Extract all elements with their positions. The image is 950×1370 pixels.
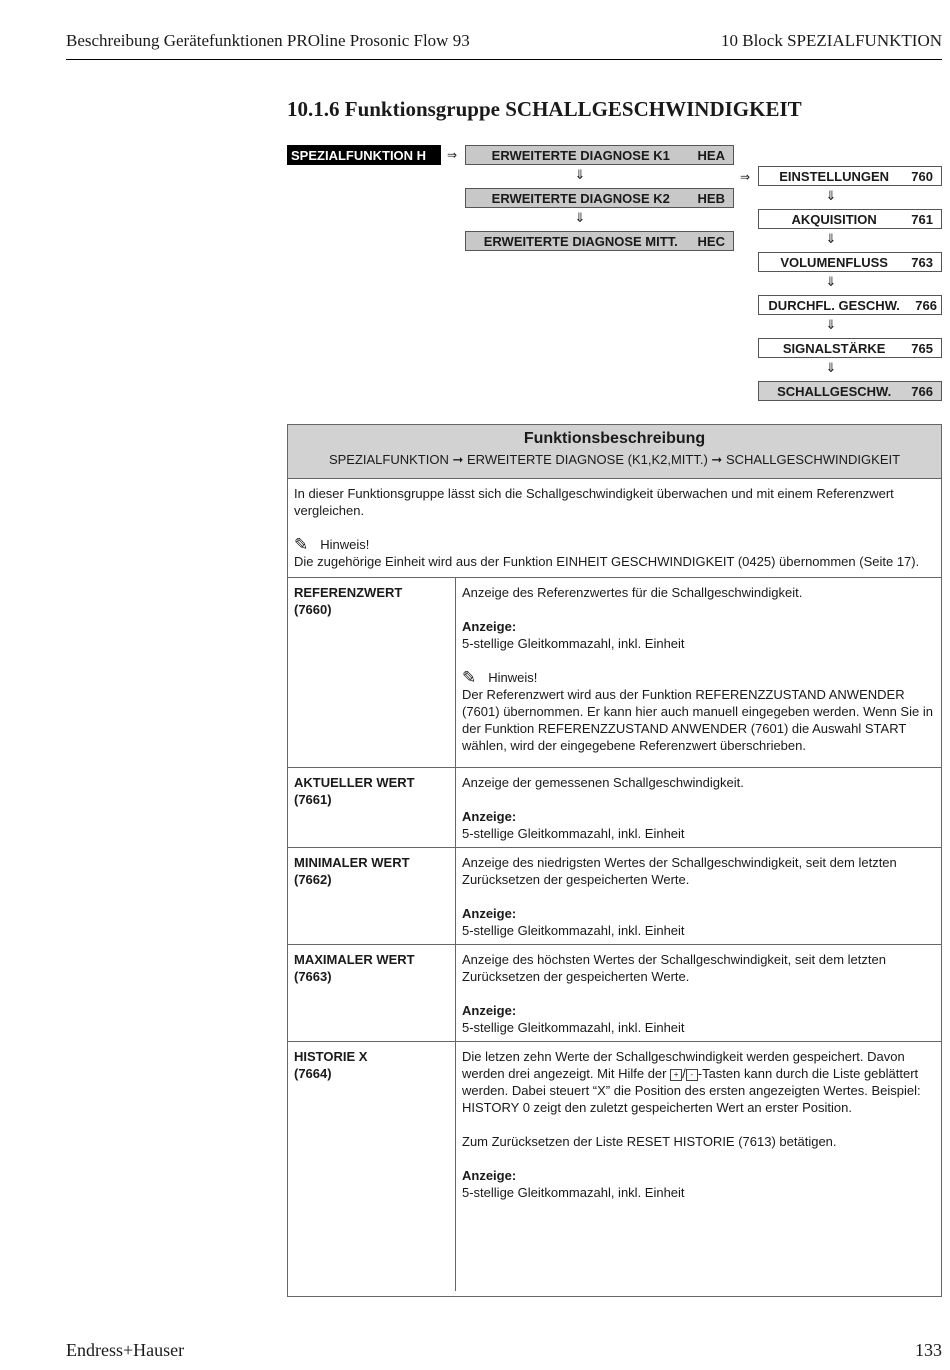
- function-desc: Anzeige des höchsten Wertes der Schallgeschwindigkeit, seit dem letzten Zurücksetzen der gespeicherten Werte.: [462, 952, 886, 984]
- function-table: [287, 424, 942, 1297]
- function-desc: Anzeige des niedrigsten Wertes der Schallgeschwindigkeit, seit dem letzten Zurücksetzen der gespeicherten Werte.: [462, 855, 897, 887]
- table-intro: [288, 479, 941, 578]
- page-number: 133: [915, 1340, 942, 1360]
- nav-sub-einstellungen: [758, 166, 942, 186]
- function-code: (7664): [294, 1066, 332, 1081]
- footer-brand: Endress+Hauser: [66, 1340, 185, 1360]
- function-code: (7663): [294, 969, 332, 984]
- function-name: HISTORIE X: [294, 1049, 368, 1064]
- hint-text: Die zugehörige Einheit wird aus der Funktion EINHEIT GESCHWINDIGKEIT (0425) übernommen (Seite 17).: [294, 554, 920, 569]
- function-name-cell: [288, 1042, 456, 1291]
- pencil-icon: ✎: [294, 535, 309, 554]
- breadcrumb-item: SPEZIALFUNKTION: [328, 452, 449, 467]
- nav-sub-code: 763: [911, 254, 933, 270]
- nav-sub-signalstaerke: [758, 338, 942, 358]
- function-code: (7660): [294, 602, 332, 617]
- nav-root-label: SPEZIALFUNKTION H: [291, 147, 427, 163]
- breadcrumb-item: SCHALLGESCHWINDIGKEIT: [725, 452, 901, 467]
- display-label: Anzeige:: [462, 809, 517, 824]
- nav-group-mitt: [465, 231, 734, 251]
- arrow-right-icon: ➞: [452, 452, 464, 467]
- function-desc: Anzeige der gemessenen Schallgeschwindigkeit.: [462, 775, 744, 790]
- nav-sub-code: 761: [911, 211, 933, 227]
- nav-group-code: HEC: [697, 233, 725, 249]
- hint-text: Der Referenzwert wird aus der Funktion REFERENZZUSTAND ANWENDER (7601) übernommen. Er kann hier auch manuell eingegeben werden. Wenn Sie in der Funktion REFERENZZUSTAND ANWENDER (7601) die Auswahl START wählen, wird der eingegebene Referenzwert überschrieben.: [462, 687, 933, 753]
- nav-sub-label: SCHALLGESCHW.: [777, 383, 892, 399]
- table-row: [288, 1042, 941, 1291]
- nav-arrow-down: ⇓: [825, 360, 837, 375]
- nav-root-box: [287, 145, 441, 165]
- function-name-cell: [288, 945, 456, 1041]
- nav-sub-label: SIGNALSTÄRKE: [782, 340, 886, 356]
- nav-sub-code: 765: [911, 340, 933, 356]
- function-desc-part: Die letzen zehn Werte der Schallgeschwindigkeit werden gespeichert. Davon werden drei angezeigt. Mit Hilfe der: [462, 1049, 905, 1081]
- header-rule: [66, 59, 942, 60]
- function-desc: [462, 1048, 935, 1116]
- function-name: REFERENZWERT: [294, 585, 403, 600]
- nav-sub-label: EINSTELLUNGEN: [779, 168, 890, 184]
- nav-sub-akquisition: [758, 209, 942, 229]
- function-code: (7662): [294, 872, 332, 887]
- nav-arrow-down: ⇓: [825, 274, 837, 289]
- function-desc-part: -Tasten kann durch die Liste geblättert werden. Dabei steuert “X” die Position des ersten angezeigten Wertes. Beispiel: HISTORY 0 zeigt den zuletzt gespeicherten Wert an erster Position.: [462, 1066, 921, 1115]
- function-name: AKTUELLER WERT: [294, 775, 415, 790]
- nav-sub-volumenfluss: [758, 252, 942, 272]
- function-desc-cell: [456, 578, 941, 767]
- display-value: 5-stellige Gleitkommazahl, inkl. Einheit: [462, 1020, 685, 1035]
- breadcrumb-item: ERWEITERTE DIAGNOSE (K1,K2,MITT.): [467, 452, 708, 467]
- hint-heading: [462, 669, 935, 686]
- plus-key-icon: +: [670, 1069, 682, 1081]
- running-header-title: Beschreibung Gerätefunktionen PROline Prosonic Flow 93: [66, 31, 470, 50]
- table-row: [288, 578, 941, 768]
- nav-sub-code: 766: [915, 297, 937, 313]
- nav-group-code: HEA: [697, 147, 725, 163]
- hint-label: Hinweis!: [488, 670, 538, 685]
- hint-heading: [294, 536, 935, 553]
- table-breadcrumb: [288, 452, 941, 468]
- running-header-chapter: 10 Block SPEZIALFUNKTION: [721, 31, 942, 50]
- display-value: 5-stellige Gleitkommazahl, inkl. Einheit: [462, 923, 685, 938]
- nav-arrow-right: ⇒: [447, 148, 458, 162]
- display-value: 5-stellige Gleitkommazahl, inkl. Einheit: [462, 1185, 685, 1200]
- nav-sub-label: DURCHFL. GESCHW.: [768, 297, 900, 313]
- nav-group-k1: [465, 145, 734, 165]
- nav-sub-code: 760: [911, 168, 933, 184]
- nav-group-k2: [465, 188, 734, 208]
- hint-label: Hinweis!: [320, 537, 370, 552]
- function-desc-cell: [456, 848, 941, 944]
- function-code: (7661): [294, 792, 332, 807]
- pencil-icon: ✎: [462, 668, 477, 687]
- arrow-right-icon: ➞: [711, 452, 723, 467]
- display-label: Anzeige:: [462, 1003, 517, 1018]
- nav-sub-label: AKQUISITION: [791, 211, 877, 227]
- function-desc-cell: [456, 945, 941, 1041]
- nav-sub-schallgeschw: [758, 381, 942, 401]
- table-title: Funktionsbeschreibung: [523, 430, 706, 447]
- key-separator: /: [682, 1066, 686, 1081]
- nav-group-label: ERWEITERTE DIAGNOSE MITT.: [483, 233, 678, 249]
- nav-arrow-right: ⇒: [740, 170, 751, 184]
- intro-text: In dieser Funktionsgruppe lässt sich die Schallgeschwindigkeit überwachen und mit einem Referenzwert vergleichen.: [294, 486, 894, 518]
- reset-text: Zum Zurücksetzen der Liste RESET HISTORIE (7613) betätigen.: [462, 1134, 837, 1149]
- nav-sub-durchfluss: [758, 295, 942, 315]
- display-value: 5-stellige Gleitkommazahl, inkl. Einheit: [462, 636, 685, 651]
- function-name-cell: [288, 848, 456, 944]
- function-name-cell: [288, 578, 456, 767]
- minus-key-icon: -: [686, 1069, 698, 1081]
- table-header: [288, 425, 941, 479]
- display-label: Anzeige:: [462, 1168, 517, 1183]
- table-row: [288, 945, 941, 1042]
- nav-group-code: HEB: [697, 190, 725, 206]
- section-title: 10.1.6 Funktionsgruppe SCHALLGESCHWINDIGKEIT: [287, 97, 802, 121]
- nav-arrow-down: ⇓: [825, 231, 837, 246]
- nav-group-label: ERWEITERTE DIAGNOSE K2: [491, 190, 670, 206]
- function-desc: Anzeige des Referenzwertes für die Schallgeschwindigkeit.: [462, 585, 803, 600]
- display-label: Anzeige:: [462, 619, 517, 634]
- display-label: Anzeige:: [462, 906, 517, 921]
- nav-arrow-down: ⇓: [825, 188, 837, 203]
- nav-arrow-down: ⇓: [825, 317, 837, 332]
- function-desc-cell: [456, 768, 941, 847]
- table-row: [288, 848, 941, 945]
- display-value: 5-stellige Gleitkommazahl, inkl. Einheit: [462, 826, 685, 841]
- nav-arrow-down: ⇓: [574, 210, 586, 225]
- function-name: MAXIMALER WERT: [294, 952, 415, 967]
- nav-sub-code: 766: [911, 383, 933, 399]
- function-desc-cell: [456, 1042, 941, 1291]
- nav-group-label: ERWEITERTE DIAGNOSE K1: [491, 147, 670, 163]
- function-name: MINIMALER WERT: [294, 855, 410, 870]
- nav-arrow-down: ⇓: [574, 167, 586, 182]
- function-name-cell: [288, 768, 456, 847]
- nav-sub-label: VOLUMENFLUSS: [780, 254, 888, 270]
- table-row: [288, 768, 941, 848]
